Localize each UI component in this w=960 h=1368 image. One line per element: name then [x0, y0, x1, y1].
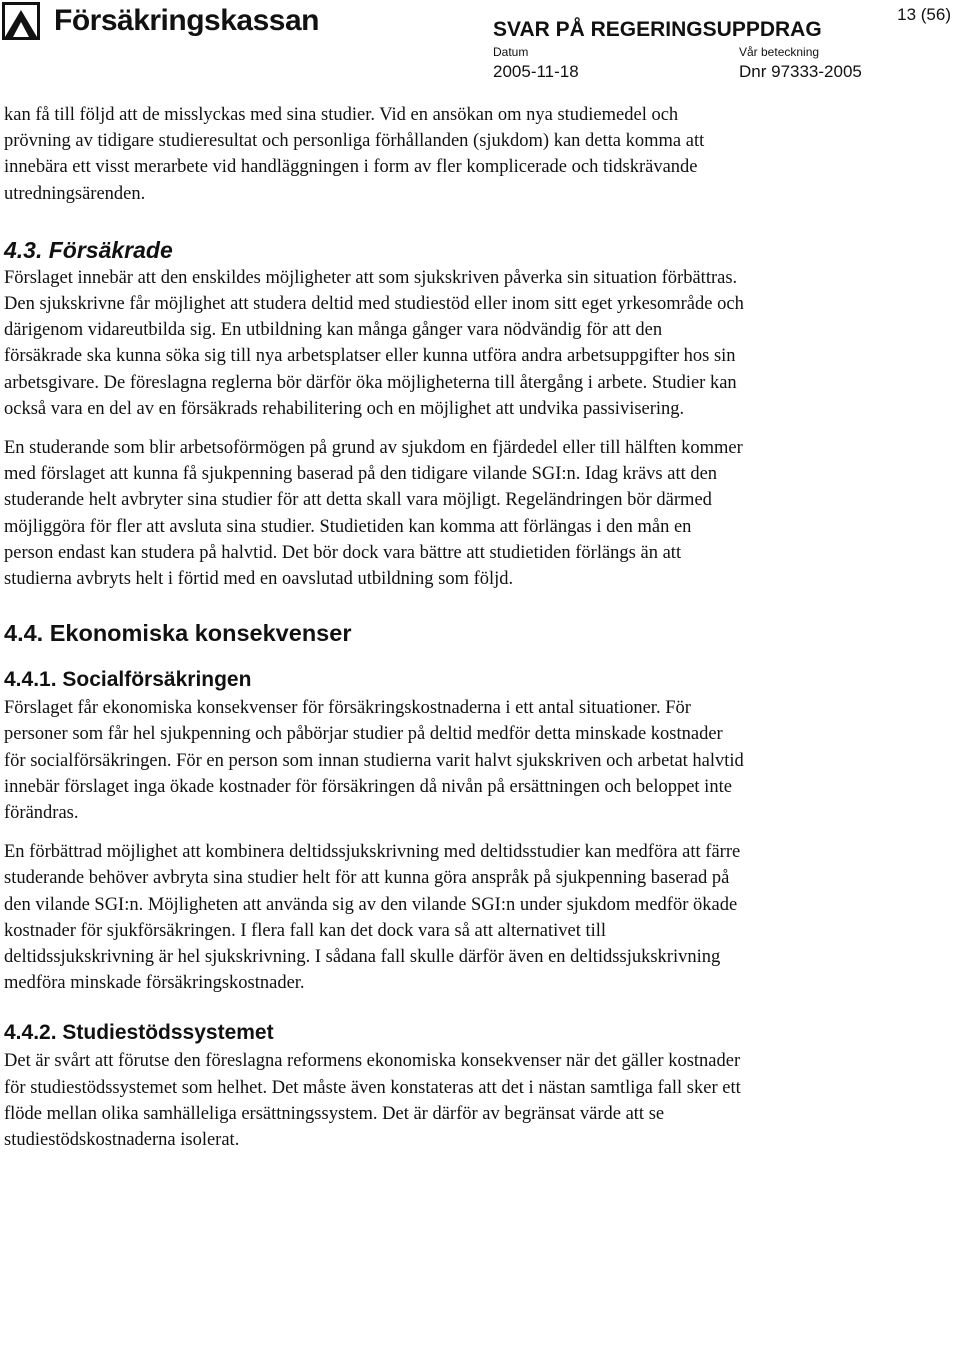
date-value: 2005-11-18: [493, 62, 579, 81]
paragraph-4-4-1-2: En förbättrad möjlighet att kombinera deltidssjukskrivning med deltidsstudier kan medföra att färre studerande behöver avbryta sina studier helt för att kunna göra anspråk på sjukpenning baserad på den vilande SGI:n. Möjligheten att använda sig av den vilande SGI:n under sjukdom medför ökade kostnader för sjukförsäkringen. I flera fall kan det dock vara så att alternativet till deltidssjukskrivning är hel sjukskrivning. I sådana fall skulle därför även en deltidssjukskrivning medföra minskade försäkringskostnader.: [4, 842, 741, 994]
page-number: 13 (56): [897, 5, 951, 24]
paragraph-4-3-2: En studerande som blir arbetsoförmögen på grund av sjukdom en fjärdedel eller till hälften kommer med förslaget att kunna få sjukpenning baserad på den tidigare vilande SGI:n. Idag krävs att den studerande helt avbryter sina studier för att detta skall vara möjligt. Regeländringen bör därmed möjliggöra för fler att avsluta sina studier. Studietiden kan komma att förlängas i den mån en person endast kan studera på halvtid. Det bör dock vara bättre att studietiden förlängs än att studierna avbryts helt i förtid med en oavslutad utbildning som följd.: [4, 438, 743, 590]
document-type: SVAR PÅ REGERINGSUPPDRAG: [493, 18, 822, 41]
paragraph-intro: kan få till följd att de misslyckas med sina studier. Vid en ansökan om nya studiemedel och prövning av tidigare studieresultat och personliga förhållanden (sjukdom) kan detta komma att innebära ett visst merarbete vid handläggningen i form av fler komplicerade och tidskrävande utredningsärenden.: [4, 105, 705, 204]
org-logo: [2, 2, 319, 40]
date-label: Datum: [493, 45, 529, 59]
paragraph-4-4-1-1: Förslaget får ekonomiska konsekvenser för försäkringskostnaderna i ett antal situationer. För personer som får hel sjukpenning och påbörjar studier på deltid medför detta minskade kostnader för socialförsäkringen. För en person som innan studierna varit halvt sjukskriven och arbetat halvtid innebär förslaget inga ökade kostnader för försäkringen då nivån på ersättningen och beloppet inte förändras.: [4, 698, 744, 824]
reference-value: Dnr 97333-2005: [739, 62, 862, 81]
paragraph-4-4-2-1: Det är svårt att förutse den föreslagna reformens ekonomiska konsekvenser när det gäller kostnader för studiestödssystemet som helhet. Det måste även konstateras att det i nästan samtliga fall sker ett flöde mellan olika samhälleliga ersättningssystem. Det är därför av begränsat värde att se studiestödskostnaderna isolerat.: [4, 1051, 741, 1151]
document-body: [4, 102, 744, 1153]
org-name: Försäkringskassan: [54, 4, 319, 37]
reference-label: Vår beteckning: [739, 45, 820, 59]
heading-4-4-1: 4.4.1. Socialförsäkringen: [4, 668, 252, 692]
paragraph-4-3-1: Förslaget innebär att den enskildes möjligheter att som sjukskriven påverka sin situation förbättras. Den sjukskrivne får möjlighet att studera deltid med studiestöd eller inom sitt eget yrkesområde och därigenom vidareutbilda sig. En utbildning kan många gånger vara nödvändig för att den försäkrade ska kunna söka sig till nya arbetsplatser eller kunna utföra andra arbetsuppgifter hos sin arbetsgivare. De föreslagna reglerna bör därför öka möjligheterna till återgång i arbete. Studier kan också vara en del av en försäkrads rehabilitering och en möjlighet att undvika passivisering.: [4, 267, 744, 419]
logo-house-icon: [2, 2, 40, 40]
heading-4-4: 4.4. Ekonomiska konsekvenser: [4, 620, 352, 647]
heading-4-3: 4.3. Försäkrade: [4, 236, 173, 263]
heading-4-4-2: 4.4.2. Studiestödssystemet: [4, 1021, 274, 1045]
